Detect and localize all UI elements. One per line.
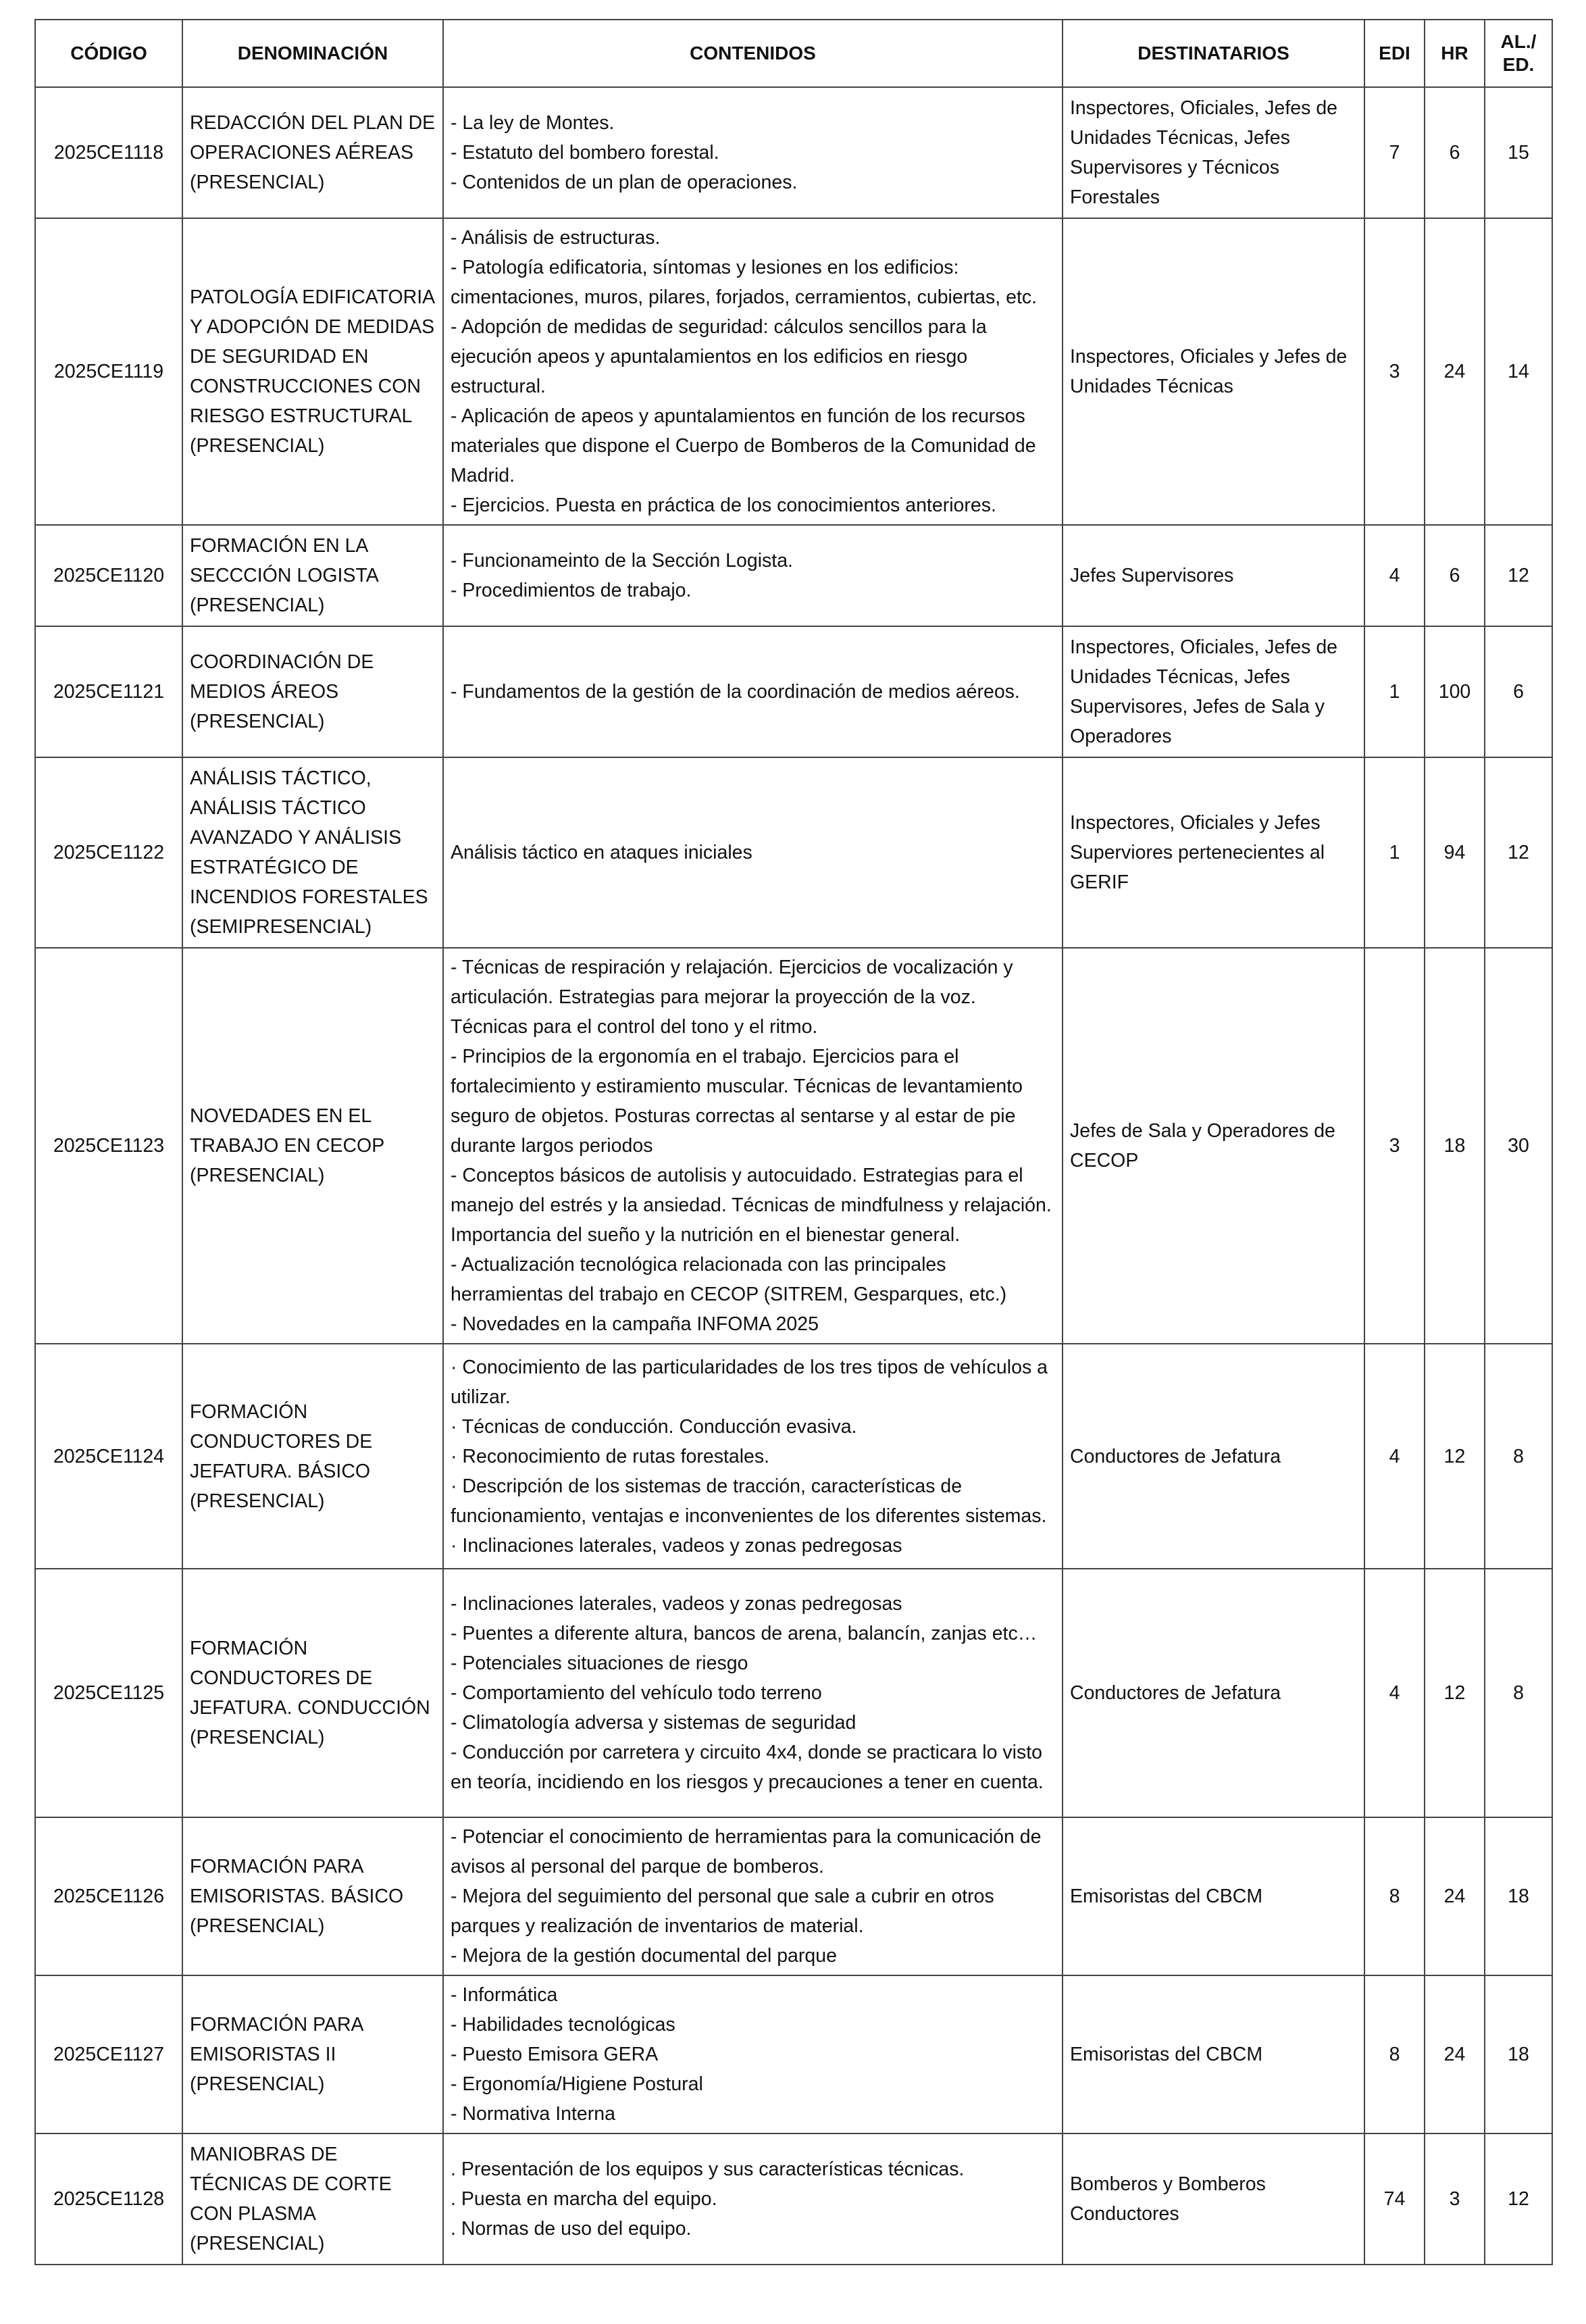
course-hr: 24 xyxy=(1425,218,1485,525)
header-name: DENOMINACIÓN xyxy=(182,20,443,87)
course-contents xyxy=(443,1817,1063,1975)
course-edi: 7 xyxy=(1364,87,1425,218)
course-code: 2025CE1125 xyxy=(35,1569,182,1817)
course-name: ANÁLISIS TÁCTICO, ANÁLISIS TÁCTICO AVANZADO Y ANÁLISIS ESTRATÉGICO DE INCENDIOS FORESTALES (SEMIPRESENCIAL) xyxy=(182,757,443,948)
course-al-ed: 12 xyxy=(1485,2133,1552,2265)
content-line: - Ergonomía/Higiene Postural xyxy=(451,2073,703,2095)
course-name: PATOLOGÍA EDIFICATORIA Y ADOPCIÓN DE MEDIDAS DE SEGURIDAD EN CONSTRUCCIONES CON RIESGO ESTRUCTURAL (PRESENCIAL) xyxy=(182,218,443,525)
table-row xyxy=(35,218,1552,525)
course-code: 2025CE1128 xyxy=(35,2133,182,2265)
course-contents xyxy=(443,626,1063,757)
course-edi: 4 xyxy=(1364,1569,1425,1817)
course-table-page xyxy=(34,19,1552,2265)
course-recipients: Conductores de Jefatura xyxy=(1063,1569,1364,1817)
course-name: FORMACIÓN PARA EMISORISTAS II (PRESENCIAL) xyxy=(182,1975,443,2133)
course-name: MANIOBRAS DE TÉCNICAS DE CORTE CON PLASMA (PRESENCIAL) xyxy=(182,2133,443,2265)
header-recipients: DESTINATARIOS xyxy=(1063,20,1364,87)
course-recipients: Emisoristas del CBCM xyxy=(1063,1975,1364,2133)
course-recipients: Conductores de Jefatura xyxy=(1063,1344,1364,1569)
course-al-ed: 6 xyxy=(1485,626,1552,757)
content-line: · Reconocimiento de rutas forestales. xyxy=(451,1445,770,1467)
content-line: - Potenciar el conocimiento de herramientas para la comunicación de avisos al personal del parque de bomberos. xyxy=(451,1826,1042,1877)
content-line: - Fundamentos de la gestión de la coordinación de medios aéreos. xyxy=(451,681,1020,703)
course-al-ed: 18 xyxy=(1485,1817,1552,1975)
content-line: - Funcionameinto de la Sección Logista. xyxy=(451,550,793,572)
header-row xyxy=(35,20,1552,87)
course-recipients: Emisoristas del CBCM xyxy=(1063,1817,1364,1975)
content-line: - Contenidos de un plan de operaciones. xyxy=(451,172,798,193)
content-line: - Principios de la ergonomía en el trabajo. Ejercicios para el fortalecimiento y estiramiento muscular. Técnicas de levantamiento seguro de objetos. Posturas correctas al sentarse y al estar de pie durante largos periodos xyxy=(451,1046,1023,1157)
content-line: . Normas de uso del equipo. xyxy=(451,2218,692,2240)
table-row xyxy=(35,2133,1552,2265)
header-edi: EDI xyxy=(1364,20,1425,87)
content-line: - Adopción de medidas de seguridad: cálculos sencillos para la ejecución apeos y apuntalamientos en los edificios en riesgo estructural. xyxy=(451,316,987,397)
course-contents xyxy=(443,2133,1063,2265)
table-row xyxy=(35,1344,1552,1569)
content-line: - Conducción por carretera y circuito 4x4, donde se practicara lo visto en teoría, incidiendo en los riesgos y precauciones a tener en cuenta. xyxy=(451,1742,1044,1793)
course-hr: 100 xyxy=(1425,626,1485,757)
course-recipients: Inspectores, Oficiales y Jefes Superviores pertenecientes al GERIF xyxy=(1063,757,1364,948)
course-edi: 8 xyxy=(1364,1817,1425,1975)
course-edi: 1 xyxy=(1364,626,1425,757)
course-hr: 24 xyxy=(1425,1817,1485,1975)
content-line: · Conocimiento de las particularidades de los tres tipos de vehículos a utilizar. xyxy=(451,1356,1048,1408)
content-line: - Procedimientos de trabajo. xyxy=(451,580,692,601)
course-hr: 6 xyxy=(1425,525,1485,626)
course-edi: 3 xyxy=(1364,218,1425,525)
content-line: - Potenciales situaciones de riesgo xyxy=(451,1652,748,1674)
course-al-ed: 14 xyxy=(1485,218,1552,525)
content-line: - Puesto Emisora GERA xyxy=(451,2044,659,2065)
course-code: 2025CE1121 xyxy=(35,626,182,757)
course-code: 2025CE1118 xyxy=(35,87,182,218)
table-row xyxy=(35,87,1552,218)
table-row xyxy=(35,626,1552,757)
course-contents xyxy=(443,1569,1063,1817)
course-al-ed: 30 xyxy=(1485,948,1552,1344)
course-al-ed: 12 xyxy=(1485,525,1552,626)
course-hr: 12 xyxy=(1425,1569,1485,1817)
content-line: - Inclinaciones laterales, vadeos y zonas pedregosas xyxy=(451,1593,902,1615)
content-line: - La ley de Montes. xyxy=(451,112,615,134)
table-row xyxy=(35,1975,1552,2133)
table-row xyxy=(35,757,1552,948)
content-line: - Patología edificatoria, síntomas y lesiones en los edificios: cimentaciones, muros, pilares, forjados, cerramientos, cubiertas, etc. xyxy=(451,257,1038,308)
content-line: · Inclinaciones laterales, vadeos y zonas pedregosas xyxy=(451,1534,902,1557)
course-hr: 24 xyxy=(1425,1975,1485,2133)
course-al-ed: 8 xyxy=(1485,1344,1552,1569)
course-edi: 1 xyxy=(1364,757,1425,948)
content-line: - Mejora de la gestión documental del parque xyxy=(451,1945,837,1967)
course-edi: 3 xyxy=(1364,948,1425,1344)
content-line: - Comportamiento del vehículo todo terreno xyxy=(451,1682,822,1704)
course-name: FORMACIÓN CONDUCTORES DE JEFATURA. CONDUCCIÓN (PRESENCIAL) xyxy=(182,1569,443,1817)
course-hr: 12 xyxy=(1425,1344,1485,1569)
course-al-ed: 8 xyxy=(1485,1569,1552,1817)
course-code: 2025CE1124 xyxy=(35,1344,182,1569)
course-contents xyxy=(443,948,1063,1344)
table-row xyxy=(35,1569,1552,1817)
course-contents xyxy=(443,1975,1063,2133)
content-line: - Informática xyxy=(451,1984,558,2006)
content-line: - Mejora del seguimiento del personal que sale a cubrir en otros parques y realización de inventarios de material. xyxy=(451,1886,994,1937)
content-line: - Climatología adversa y sistemas de seguridad xyxy=(451,1712,856,1734)
course-edi: 4 xyxy=(1364,525,1425,626)
course-recipients: Inspectores, Oficiales y Jefes de Unidades Técnicas xyxy=(1063,218,1364,525)
course-name: FORMACIÓN PARA EMISORISTAS. BÁSICO (PRESENCIAL) xyxy=(182,1817,443,1975)
course-recipients: Jefes Supervisores xyxy=(1063,525,1364,626)
content-line: Análisis táctico en ataques iniciales xyxy=(451,842,752,863)
course-hr: 3 xyxy=(1425,2133,1485,2265)
table-row xyxy=(35,948,1552,1344)
content-line: - Ejercicios. Puesta en práctica de los conocimientos anteriores. xyxy=(451,495,996,516)
content-line: - Conceptos básicos de autolisis y autocuidado. Estrategias para el manejo del estrés y la ansiedad. Técnicas de mindfulness y relajación. Importancia del sueño y la nutrición en el bienestar general. xyxy=(451,1165,1052,1246)
header-hr: HR xyxy=(1425,20,1485,87)
content-line: - Estatuto del bombero forestal. xyxy=(451,142,719,163)
content-line: · Técnicas de conducción. Conducción evasiva. xyxy=(451,1415,857,1438)
course-name: NOVEDADES EN EL TRABAJO EN CECOP (PRESENCIAL) xyxy=(182,948,443,1344)
content-line: - Habilidades tecnológicas xyxy=(451,2014,675,2036)
content-line: - Aplicación de apeos y apuntalamientos en función de los recursos materiales que dispone el Cuerpo de Bomberos de la Comunidad de Madrid. xyxy=(451,405,1036,486)
content-line: · Descripción de los sistemas de tracción, características de funcionamiento, ventajas e inconvenientes de los diferentes sistemas. xyxy=(451,1475,1047,1527)
course-recipients: Inspectores, Oficiales, Jefes de Unidades Técnicas, Jefes Supervisores, Jefes de Sala y Operadores xyxy=(1063,626,1364,757)
content-line: - Técnicas de respiración y relajación. Ejercicios de vocalización y articulación. Estrategias para mejorar la proyección de la voz. Técnicas para el control del tono y el ritmo. xyxy=(451,957,1013,1038)
table-row xyxy=(35,525,1552,626)
course-code: 2025CE1127 xyxy=(35,1975,182,2133)
course-contents xyxy=(443,87,1063,218)
course-name: FORMACIÓN EN LA SECCCIÓN LOGISTA (PRESENCIAL) xyxy=(182,525,443,626)
course-recipients: Inspectores, Oficiales, Jefes de Unidades Técnicas, Jefes Supervisores y Técnicos Forestales xyxy=(1063,87,1364,218)
course-hr: 6 xyxy=(1425,87,1485,218)
course-edi: 4 xyxy=(1364,1344,1425,1569)
header-al-ed: AL./ ED. xyxy=(1485,20,1552,87)
header-contents: CONTENIDOS xyxy=(443,20,1063,87)
content-line: - Análisis de estructuras. xyxy=(451,227,661,249)
table-row xyxy=(35,1817,1552,1975)
course-hr: 18 xyxy=(1425,948,1485,1344)
content-line: - Novedades en la campaña INFOMA 2025 xyxy=(451,1313,819,1335)
header-code: CÓDIGO xyxy=(35,20,182,87)
course-code: 2025CE1119 xyxy=(35,218,182,525)
course-recipients: Jefes de Sala y Operadores de CECOP xyxy=(1063,948,1364,1344)
course-al-ed: 12 xyxy=(1485,757,1552,948)
course-name: FORMACIÓN CONDUCTORES DE JEFATURA. BÁSICO (PRESENCIAL) xyxy=(182,1344,443,1569)
course-edi: 8 xyxy=(1364,1975,1425,2133)
course-code: 2025CE1122 xyxy=(35,757,182,948)
course-contents xyxy=(443,525,1063,626)
course-name: COORDINACIÓN DE MEDIOS ÁREOS (PRESENCIAL) xyxy=(182,626,443,757)
course-code: 2025CE1126 xyxy=(35,1817,182,1975)
content-line: . Presentación de los equipos y sus características técnicas. xyxy=(451,2158,965,2180)
course-contents xyxy=(443,1344,1063,1569)
content-line: - Normativa Interna xyxy=(451,2103,615,2125)
course-contents xyxy=(443,757,1063,948)
content-line: - Puentes a diferente altura, bancos de arena, balancín, zanjas etc… xyxy=(451,1623,1038,1644)
course-contents xyxy=(443,218,1063,525)
course-al-ed: 15 xyxy=(1485,87,1552,218)
course-edi: 74 xyxy=(1364,2133,1425,2265)
course-table xyxy=(34,19,1553,2265)
course-name: REDACCIÓN DEL PLAN DE OPERACIONES AÉREAS (PRESENCIAL) xyxy=(182,87,443,218)
course-code: 2025CE1120 xyxy=(35,525,182,626)
course-al-ed: 18 xyxy=(1485,1975,1552,2133)
course-hr: 94 xyxy=(1425,757,1485,948)
course-code: 2025CE1123 xyxy=(35,948,182,1344)
content-line: . Puesta en marcha del equipo. xyxy=(451,2188,717,2210)
content-line: - Actualización tecnológica relacionada con las principales herramientas del trabajo en CECOP (SITREM, Gesparques, etc.) xyxy=(451,1254,1007,1305)
course-recipients: Bomberos y Bomberos Conductores xyxy=(1063,2133,1364,2265)
